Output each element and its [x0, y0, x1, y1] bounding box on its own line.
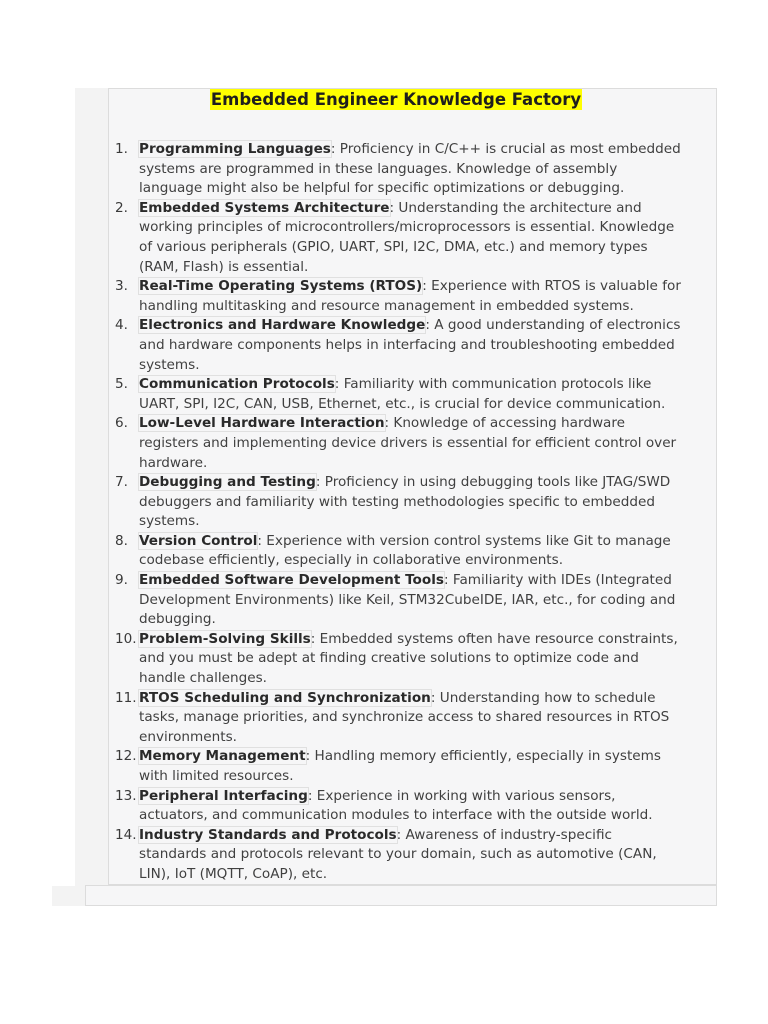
list-item: [108, 473, 682, 532]
list-item-number: 2.: [115, 199, 128, 216]
list-item-term: Real-Time Operating Systems (RTOS): [139, 278, 423, 295]
list-item-description: : Proficiency in using debugging tools like JTAG/SWD debuggers and familiarity with testing methodologies specific to embedded systems.: [139, 474, 671, 530]
list-item: [108, 826, 682, 885]
list-item-number: 14.: [115, 826, 137, 843]
page-title: Embedded Engineer Knowledge Factory: [210, 90, 582, 109]
list-item-description: : Understanding how to schedule tasks, manage priorities, and synchronize access to shared resources in RTOS environments.: [139, 689, 670, 745]
list-item-term: Industry Standards and Protocols: [139, 826, 397, 843]
list-item: [108, 140, 682, 199]
list-item: [108, 316, 682, 375]
list-item-number: 1.: [115, 141, 128, 157]
list-item-term: Programming Languages: [139, 141, 331, 157]
list-item-term: Communication Protocols: [139, 376, 335, 393]
list-item-description: : Familiarity with IDEs (Integrated Development Environments) like Keil, STM32CubeIDE, IAR, etc., for coding and debugging.: [139, 572, 676, 628]
list-item-number: 11.: [115, 689, 137, 706]
list-item: [108, 532, 682, 571]
list-item-number: 6.: [115, 415, 128, 432]
list-item-number: 3.: [115, 278, 128, 295]
list-item-number: 13.: [115, 787, 137, 804]
list-item-term: Memory Management: [139, 748, 306, 765]
list-item: [108, 375, 682, 414]
list-item-description: : Proficiency in C/C++ is crucial as most embedded systems are programmed in these languages. Knowledge of assembly language might also be helpful for specific optimizations or debugging.: [139, 141, 681, 197]
list-item-number: 7.: [115, 474, 128, 491]
bottom-bar: [85, 885, 717, 906]
list-item-number: 4.: [115, 317, 128, 334]
list-item-description: : Experience with RTOS is valuable for handling multitasking and resource management in embedded systems.: [139, 278, 681, 314]
list-item-description: : Embedded systems often have resource constraints, and you must be adept at finding creative solutions to optimize code and handle challenges.: [139, 630, 678, 687]
list-item-description: : Awareness of industry-specific standards and protocols relevant to your domain, such as automotive (CAN, LIN), IoT (MQTT, CoAP), etc.: [139, 826, 657, 882]
list-item-description: : Familiarity with communication protocols like UART, SPI, I2C, CAN, USB, Ethernet, etc., is crucial for device communication.: [139, 376, 666, 412]
list-item: [108, 277, 682, 316]
list-item-description: : Knowledge of accessing hardware registers and implementing device drivers is essential for efficient control over hardware.: [139, 415, 677, 471]
list-item: [108, 199, 682, 277]
list-item: [108, 571, 682, 630]
list-item-description: : A good understanding of electronics and hardware components helps in interfacing and troubleshooting embedded systems.: [139, 317, 681, 373]
list-item-term: Problem-Solving Skills: [139, 630, 311, 647]
list-item: [108, 689, 682, 748]
knowledge-list: [108, 140, 682, 885]
list-item-number: 5.: [115, 376, 128, 393]
list-item: [108, 787, 682, 826]
list-item-number: 12.: [115, 748, 137, 765]
list-item-number: 10.: [115, 630, 137, 647]
list-item-description: : Experience with version control systems like Git to manage codebase efficiently, especially in collaborative environments.: [139, 532, 671, 569]
bottom-margin-strip: [52, 886, 85, 906]
list-item: [108, 630, 682, 689]
list-item-term: Version Control: [139, 532, 258, 549]
left-margin-strip: [75, 88, 108, 886]
list-item-term: Peripheral Interfacing: [139, 787, 308, 804]
title-container: [108, 89, 684, 110]
list-item-number: 8.: [115, 532, 128, 549]
list-item-description: : Handling memory efficiently, especially in systems with limited resources.: [139, 748, 661, 784]
list-item-term: Debugging and Testing: [139, 474, 316, 491]
list-item-number: 9.: [115, 572, 128, 589]
list-item-term: RTOS Scheduling and Synchronization: [139, 689, 431, 706]
list-item: [108, 747, 682, 786]
list-item-term: Embedded Systems Architecture: [139, 199, 390, 216]
list-item-term: Low-Level Hardware Interaction: [139, 415, 385, 432]
list-item-description: : Understanding the architecture and working principles of microcontrollers/microprocessors is essential. Knowledge of various peripherals (GPIO, UART, SPI, I2C, DMA, etc.) and memory types (RAM, Flash) is essential.: [139, 199, 675, 275]
list-item-term: Embedded Software Development Tools: [139, 572, 444, 589]
list-item-description: : Experience in working with various sensors, actuators, and communication modules to interface with the outside world.: [139, 787, 653, 824]
list-item-term: Electronics and Hardware Knowledge: [139, 317, 426, 334]
list-item: [108, 414, 682, 473]
